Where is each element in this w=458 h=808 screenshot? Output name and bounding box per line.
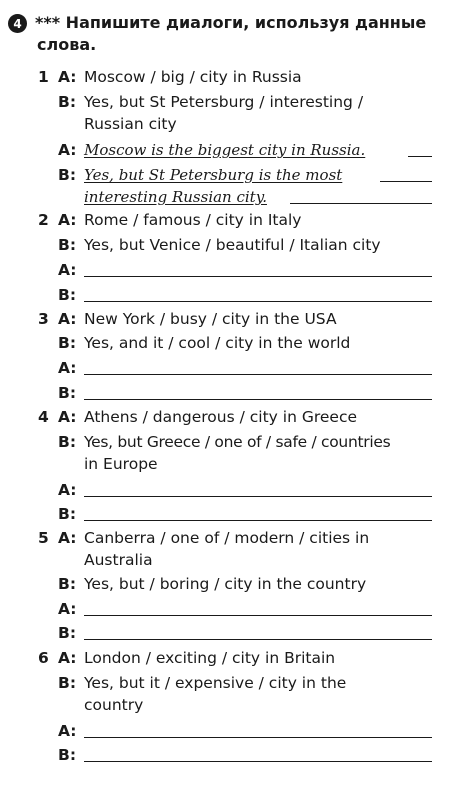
prompt-text: Athens / dangerous / city in Greece <box>84 408 358 426</box>
dialogue-number: 6 <box>38 649 49 667</box>
prompt-text: London / exciting / city in Britain <box>84 649 336 667</box>
dialogue-number: 4 <box>38 408 49 426</box>
answer-line <box>290 203 432 204</box>
dialogue-1-prompt-b <box>0 91 458 113</box>
dialogue-2-prompt-b <box>0 234 458 256</box>
speaker-label: A: <box>58 481 77 499</box>
dialogue-number: 3 <box>38 310 49 328</box>
dialogue-5-answer-b <box>0 622 458 644</box>
speaker-label: B: <box>58 674 77 692</box>
prompt-text: Rome / famous / city in Italy <box>84 211 302 229</box>
speaker-label: A: <box>58 68 77 86</box>
dialogue-3-answer-a <box>0 357 458 379</box>
dialogue-5-answer-a <box>0 598 458 620</box>
task-instruction-line2: слова. <box>37 35 97 54</box>
speaker-label: B: <box>58 433 77 451</box>
prompt-text: New York / busy / city in the USA <box>84 310 337 328</box>
dialogue-3-answer-b <box>0 382 458 404</box>
speaker-label: B: <box>58 624 77 642</box>
speaker-label: A: <box>58 359 77 377</box>
dialogue-4-prompt-b <box>0 431 458 453</box>
speaker-label: B: <box>58 384 77 402</box>
prompt-text: Moscow / big / city in Russia <box>84 68 302 86</box>
answer-line <box>84 374 432 375</box>
dialogue-4-answer-b <box>0 503 458 525</box>
dialogue-6-prompt-b <box>0 672 458 694</box>
dialogue-3-prompt-a <box>0 308 458 330</box>
answer-line <box>84 615 432 616</box>
dialogue-4-prompt-a <box>0 406 458 428</box>
answer-line <box>84 761 432 762</box>
prompt-text: Yes, but it / expensive / city in the <box>84 674 347 692</box>
dialogue-2-answer-b <box>0 284 458 306</box>
answer-line <box>84 301 432 302</box>
answer-line <box>380 181 432 182</box>
dialogue-number: 2 <box>38 211 49 229</box>
speaker-label: A: <box>58 211 77 229</box>
speaker-label: A: <box>58 310 77 328</box>
prompt-text: Russian city <box>84 115 177 133</box>
answer-text: Yes, but St Petersburg is the most <box>84 166 343 184</box>
answer-line <box>84 276 432 277</box>
answer-line <box>84 737 432 738</box>
speaker-label: A: <box>58 649 77 667</box>
dialogue-1-answer-b-cont <box>0 186 458 208</box>
dialogue-1-answer-b <box>0 164 458 186</box>
dialogue-2-answer-a <box>0 259 458 281</box>
answer-line <box>84 639 432 640</box>
speaker-label: B: <box>58 166 77 184</box>
speaker-label: B: <box>58 746 77 764</box>
answer-line <box>84 399 432 400</box>
dialogue-5-prompt-a-cont <box>0 549 458 571</box>
task-number-badge: 4 <box>8 14 27 33</box>
dialogue-5-prompt-a <box>0 527 458 549</box>
answer-text: Moscow is the biggest city in Russia. <box>84 141 366 159</box>
speaker-label: A: <box>58 529 77 547</box>
answer-line <box>84 520 432 521</box>
prompt-text: Yes, and it / cool / city in the world <box>84 334 351 352</box>
answer-line <box>84 496 432 497</box>
prompt-text: Yes, but Greece / one of / safe / countries <box>84 433 391 451</box>
dialogue-1-prompt-a <box>0 66 458 88</box>
speaker-label: B: <box>58 334 77 352</box>
speaker-label: A: <box>58 408 77 426</box>
dialogue-6-prompt-a <box>0 647 458 669</box>
prompt-text: Yes, but St Petersburg / interesting / <box>84 93 364 111</box>
speaker-label: A: <box>58 600 77 618</box>
dialogue-4-prompt-b-cont <box>0 453 458 475</box>
prompt-text: Yes, but Venice / beautiful / Italian city <box>84 236 381 254</box>
prompt-text: Canberra / one of / modern / cities in <box>84 529 370 547</box>
prompt-text: in Europe <box>84 455 158 473</box>
speaker-label: A: <box>58 722 77 740</box>
dialogue-6-answer-b <box>0 744 458 766</box>
dialogue-5-prompt-b <box>0 573 458 595</box>
task-instruction <box>35 12 458 54</box>
speaker-label: B: <box>58 575 77 593</box>
answer-line <box>408 156 432 157</box>
speaker-label: B: <box>58 286 77 304</box>
prompt-text: Australia <box>84 551 153 569</box>
dialogue-1-answer-a <box>0 139 458 161</box>
dialogue-number: 1 <box>38 68 49 86</box>
dialogue-4-answer-a <box>0 479 458 501</box>
speaker-label: A: <box>58 261 77 279</box>
dialogue-6-prompt-b-cont <box>0 694 458 716</box>
dialogue-2-prompt-a <box>0 209 458 231</box>
speaker-label: B: <box>58 505 77 523</box>
dialogue-number: 5 <box>38 529 49 547</box>
prompt-text: country <box>84 696 144 714</box>
dialogue-6-answer-a <box>0 720 458 742</box>
speaker-label: B: <box>58 93 77 111</box>
dialogue-1-prompt-b-cont <box>0 113 458 135</box>
task-instruction-line1: *** Напишите диалоги, используя данные <box>35 13 427 32</box>
dialogue-3-prompt-b <box>0 332 458 354</box>
answer-text: interesting Russian city. <box>84 188 267 206</box>
speaker-label: A: <box>58 141 77 159</box>
prompt-text: Yes, but / boring / city in the country <box>84 575 367 593</box>
speaker-label: B: <box>58 236 77 254</box>
